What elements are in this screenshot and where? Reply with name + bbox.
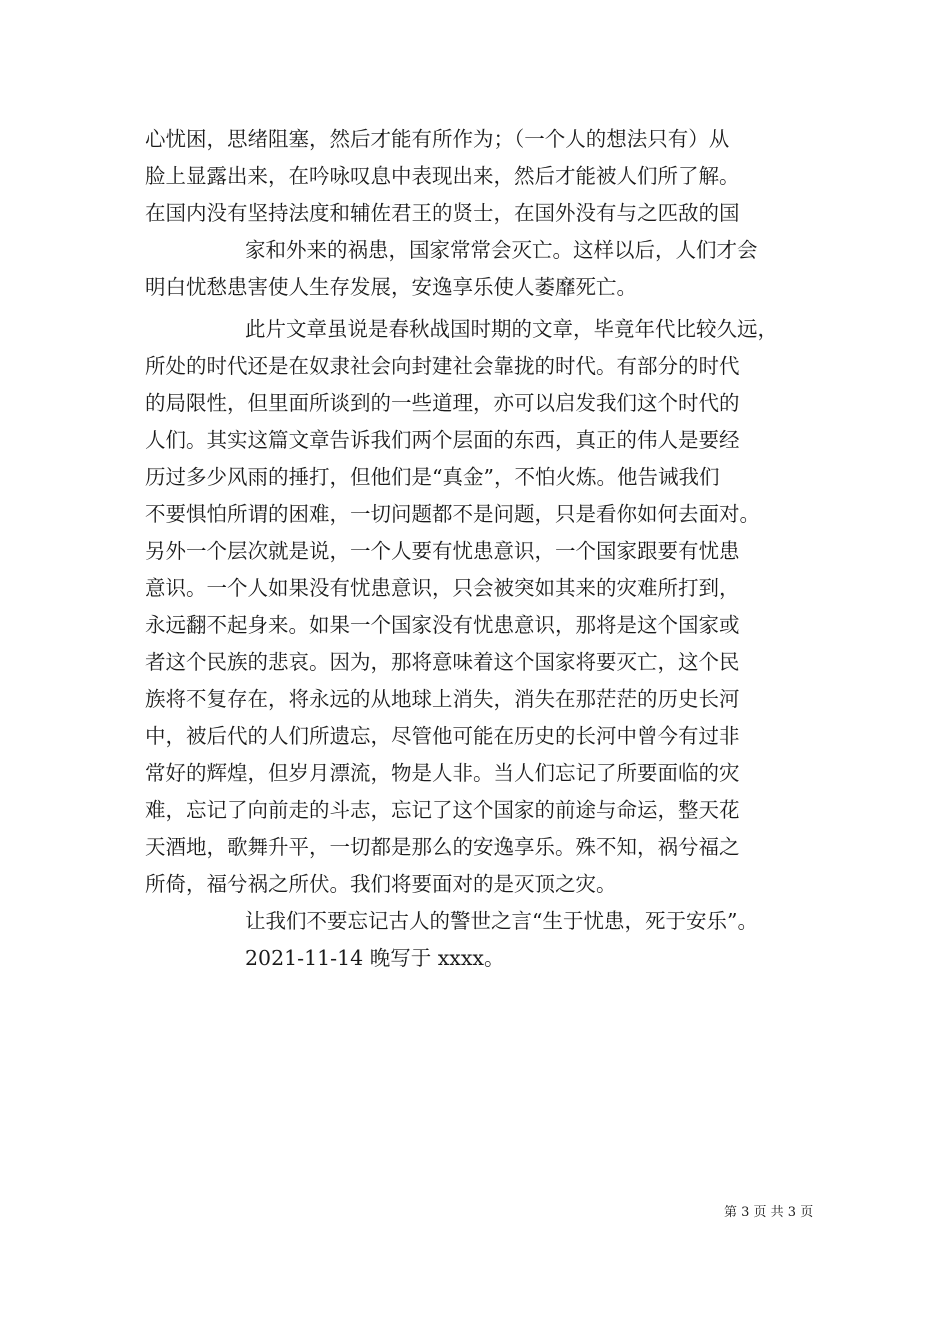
text-line: 不要惧怕所谓的困难，一切问题都不是问题，只是看你如何去面对。 — [145, 502, 760, 526]
date-signature-line: 2021-11-14 晚写于 xxxx。 — [245, 946, 505, 970]
text-line: 历过多少风雨的捶打，但他们是“真金”，不怕火炼。他告诫我们 — [145, 465, 720, 489]
text-line: 常好的辉煌，但岁月漂流，物是人非。当人们忘记了所要面临的灾 — [145, 761, 740, 785]
text-line: 的局限性，但里面所谈到的一些道理，亦可以启发我们这个时代的 — [145, 391, 740, 415]
text-line: 家和外来的祸患，国家常常会灭亡。这样以后，人们才会 — [245, 238, 758, 262]
page-number: 第 3 页 共 3 页 — [724, 1205, 814, 1220]
text-line: 在国内没有坚持法度和辅佐君王的贤士，在国外没有与之匹敌的国 — [145, 201, 740, 225]
text-line: 天酒地，歌舞升平，一切都是那么的安逸享乐。殊不知，祸兮福之 — [145, 835, 740, 859]
text-line: 脸上显露出来，在吟咏叹息中表现出来，然后才能被人们所了解。 — [145, 164, 740, 188]
text-line: 族将不复存在，将永远的从地球上消失，消失在那茫茫的历史长河 — [145, 687, 740, 711]
text-line: 难，忘记了向前走的斗志，忘记了这个国家的前途与命运，整天花 — [145, 798, 740, 822]
text-line: 意识。一个人如果没有忧患意识，只会被突如其来的灾难所打到， — [145, 576, 740, 600]
text-line: 心忧困，思绪阻塞，然后才能有所作为；（一个人的想法只有）从 — [145, 127, 730, 151]
text-line: 另外一个层次就是说，一个人要有忧患意识，一个国家跟要有忧患 — [145, 539, 740, 563]
text-line: 中，被后代的人们所遗忘，尽管他可能在历史的长河中曾今有过非 — [145, 724, 740, 748]
text-line: 永远翻不起身来。如果一个国家没有忧患意识，那将是这个国家或 — [145, 613, 740, 637]
text-line: 所倚，福兮祸之所伏。我们将要面对的是灭顶之灾。 — [145, 872, 617, 896]
text-line: 者这个民族的悲哀。因为，那将意味着这个国家将要灭亡，这个民 — [145, 650, 740, 674]
text-line: 明白忧愁患害使人生存发展，安逸享乐使人萎靡死亡。 — [145, 275, 637, 299]
text-line: 此片文章虽说是春秋战国时期的文章，毕竟年代比较久远， — [245, 317, 778, 341]
text-line: 所处的时代还是在奴隶社会向封建社会靠拢的时代。有部分的时代 — [145, 354, 740, 378]
text-line: 让我们不要忘记古人的警世之言“生于忧患，死于安乐”。 — [245, 909, 758, 933]
text-line: 人们。其实这篇文章告诉我们两个层面的东西，真正的伟人是要经 — [145, 428, 740, 452]
